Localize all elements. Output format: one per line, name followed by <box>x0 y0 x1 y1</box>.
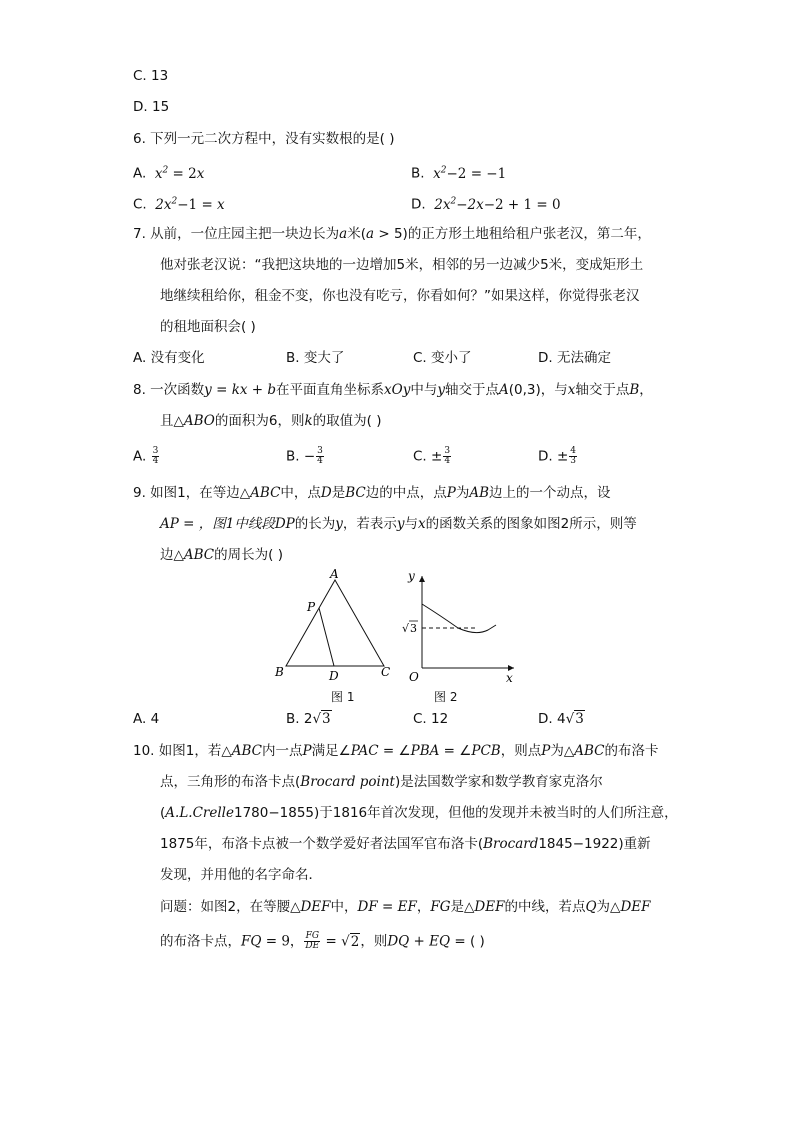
q6-a-eq: = 2 <box>172 165 197 182</box>
q10-l7d: ，则 <box>360 933 388 950</box>
q10-line-2 <box>160 773 603 791</box>
q8-l2a: 且△ <box>160 413 184 429</box>
q9-l2d: 与 <box>404 516 419 532</box>
q6-option-c[interactable] <box>133 192 225 214</box>
q8-b-label: B. − <box>286 448 316 465</box>
q8-b-den: 4 <box>317 456 323 466</box>
q6-a-math: $x^2 = 2x$ <box>150 165 205 182</box>
q7-option-d[interactable]: D. 无法确定 <box>538 350 611 366</box>
q8-l2b: 的面积为6，则 <box>214 413 305 429</box>
fig2-label-sqrt3: 3 <box>410 622 417 635</box>
q10-l1d: = ∠ <box>378 743 411 759</box>
q6-c-math: $2x^2-1 = x$ <box>151 196 225 213</box>
fig1-label-c: C <box>381 665 391 679</box>
q9-l3b: 的周长为( ) <box>214 547 283 563</box>
q9-line-1: 9. 如图1，在等边△ABC中，点D是BC边的中点，点P为AB边上的一个动点，设 <box>133 485 611 501</box>
q10-l3c: 1780−1855)于1816年首次发现，但他的发现并未被当时的人们所注意， <box>233 805 678 821</box>
y-axis-arrow <box>419 576 425 582</box>
q10-sqrt: √2 <box>341 933 360 950</box>
q8-c-num: 3 <box>444 446 451 456</box>
figure-2-graph <box>396 568 526 683</box>
q9-line-2: AP = ，图1中线段DP的长为y，若表示y与x的函数关系的图象如图2所示，则等 <box>160 516 637 532</box>
q8-c-den: 4 <box>444 456 451 466</box>
q10-l6d: ， <box>416 899 431 915</box>
q6-stem: 6. 下列一元二次方程中，没有实数根的是( ) <box>133 131 395 147</box>
q10-l7e: + <box>409 933 430 950</box>
q9-l1f: 边上的一个动点，设 <box>489 485 611 501</box>
q10-l7b: = 9， <box>261 933 304 950</box>
prev-option-c[interactable]: C. 13 <box>133 68 169 84</box>
q8-l1c: 中与 <box>410 382 438 398</box>
q8-c-label: C. ± <box>413 448 443 465</box>
q8-a-den: 4 <box>152 456 159 466</box>
q7-line-3: 地继续租给你，租金不变，你也没有吃亏，你看如何？”如果这样，你觉得张老汉 <box>160 288 640 304</box>
q9-b-rad: 3 <box>322 711 331 727</box>
q10-l1c: 满足∠ <box>311 743 351 759</box>
q10-l1g: 为△ <box>550 743 575 759</box>
q10-line-1: 10. 如图1，若△ABC内一点P满足∠PAC = ∠PBA = ∠PCB，则点P为△ABC的布洛卡 <box>133 743 659 759</box>
q7-option-b[interactable]: B. 变大了 <box>286 350 345 366</box>
q10-l6a: 问题：如图2，在等腰△ <box>160 899 301 915</box>
q7-line-1: 7. 从前，一位庄园主把一块边长为a米(a > 5)的正方形土地租给租户张老汉，第二年， <box>133 226 651 242</box>
q9-d-label: D. 4 <box>538 711 566 727</box>
q10-l7f: = ( ) <box>450 933 485 950</box>
fig2-caption: 图 2 <box>434 690 458 704</box>
q10-line-6: 问题：如图2，在等腰△DEF中，DF = EF，FG是△DEF的中线，若点Q为△DEF <box>160 899 651 915</box>
q8-d-fraction <box>569 447 577 466</box>
q10-l4b: Brocard <box>483 836 539 852</box>
q8-c-fraction <box>443 447 451 466</box>
q8-a-fraction <box>152 447 160 466</box>
q7-l1c: > 5)的正方形土地租给租户张老汉，第二年， <box>374 226 651 242</box>
q8-line-1: 8. 一次函数y = kx + b在平面直角坐标系xOy中与y轴交于点A(0,3)，与x轴交于点B， <box>133 382 653 398</box>
q9-l1e: 为 <box>455 485 470 501</box>
q6-option-a[interactable] <box>133 161 204 183</box>
prev-option-d[interactable]: D. 15 <box>133 99 170 115</box>
q8-l1a: 8. 一次函数 <box>133 382 205 398</box>
q10-l2c: )是法国数学家和数学教育家克洛尔 <box>395 774 603 790</box>
q9-l1a: 9. 如图1，在等边△ <box>133 485 251 501</box>
q8-a-label: A. <box>133 448 147 465</box>
q9-l2a: = ，图1中线段 <box>178 516 275 532</box>
q10-l1f: ，则点 <box>500 743 542 759</box>
q10-l4a: 1875年，布洛卡点被一个数学爱好者法国军官布洛卡( <box>160 836 484 852</box>
q10-l6g: 为△ <box>596 899 621 915</box>
q10-l6b: 中， <box>330 899 358 915</box>
q8-option-a[interactable] <box>133 447 160 466</box>
q10-frac-num: FG <box>305 931 320 941</box>
q9-option-a[interactable]: A. 4 <box>133 711 160 727</box>
q7-option-c[interactable]: C. 变小了 <box>413 350 472 366</box>
triangle-abc <box>286 580 384 666</box>
q8-l1f: 轴交于点 <box>575 382 630 398</box>
q9-b-label: B. 2 <box>286 711 313 727</box>
q8-l1e: (0,3)，与 <box>508 382 568 398</box>
q8-b-num: 3 <box>317 446 323 456</box>
q10-l7a: 的布洛卡点， <box>160 933 241 950</box>
q10-line-4 <box>160 835 651 853</box>
q10-l1a: 10. 如图1，若△ <box>133 743 232 759</box>
q9-option-c[interactable]: C. 12 <box>413 711 449 727</box>
q10-line-5: 发现，并用他的名字命名． <box>160 867 322 883</box>
q6-option-d-label: D. <box>411 196 426 213</box>
q6-b-eq: −2 = −1 <box>446 165 507 182</box>
q7-line-4: 的租地面积会( ) <box>160 319 256 335</box>
q10-l3b: A.L.Crelle <box>165 805 234 821</box>
q7-l1a: 7. 从前，一位庄园主把一块边长为 <box>133 226 340 242</box>
q10-l1e: = ∠ <box>439 743 472 759</box>
q10-l1b: 内一点 <box>261 743 303 759</box>
q9-l2c: ，若表示 <box>342 516 397 532</box>
q10-l2b: Brocard point <box>300 774 395 790</box>
segment-dp <box>319 608 334 666</box>
fig1-label-d: D <box>329 669 339 681</box>
q8-option-b[interactable] <box>286 447 325 466</box>
q9-b-sqrt: √3 <box>312 711 331 727</box>
fig1-label-a: A <box>330 567 339 581</box>
q10-fraction <box>304 932 320 951</box>
q8-option-d[interactable] <box>538 447 578 466</box>
q9-l1b: 中，点 <box>280 485 321 501</box>
q10-l6f: 的中线，若点 <box>504 899 586 915</box>
q9-l3a: 边△ <box>160 547 184 563</box>
fig2-label-o: O <box>409 670 419 683</box>
q6-option-b-label: B. <box>411 165 425 182</box>
q8-a-num: 3 <box>152 446 159 456</box>
q8-d-label: D. ± <box>538 448 569 465</box>
q6-option-b[interactable] <box>411 161 506 183</box>
q9-l1d: 边的中点，点 <box>365 485 447 501</box>
q8-option-c[interactable] <box>413 447 452 466</box>
q10-rad: 2 <box>350 933 360 950</box>
q10-line-3 <box>160 804 678 822</box>
q6-d-eq: −2 + 1 = 0 <box>483 196 561 213</box>
q6-b-math: $x^2-2 = -1$ <box>428 165 507 182</box>
q8-d-num: 4 <box>570 446 577 456</box>
q9-l2b: 的长为 <box>294 516 336 532</box>
q7-line-2: 他对张老汉说：“我把这块地的一边增加5米，相邻的另一边减少5米，变成矩形土 <box>160 257 644 273</box>
q10-l7c: = <box>321 933 342 950</box>
q9-line-3: 边△ABC的周长为( ) <box>160 547 283 563</box>
fig2-label-y: y <box>408 569 415 583</box>
fig2-label-x: x <box>506 671 513 683</box>
q6-d-math: $2x^2-2x-2 + 1 = 0$ <box>429 196 561 213</box>
q8-l2c: 的取值为( ) <box>312 413 382 429</box>
q8-d-den: 3 <box>570 456 577 466</box>
fig1-caption: 图 1 <box>331 690 355 704</box>
q9-d-sqrt: √3 <box>565 711 584 727</box>
q6-option-a-label: A. <box>133 165 147 182</box>
q10-line-7: 的布洛卡点，FQ = 9， $\frac{FG}{DE}$ = √2，则DQ + EQ = ( ) <box>160 931 485 951</box>
q6-c-eq: −1 = <box>177 196 218 213</box>
q8-l1d: 轴交于点 <box>444 382 499 398</box>
fig2-sqrt-sign: √ <box>402 622 410 635</box>
q8-l1b: 在平面直角坐标系 <box>276 382 385 398</box>
q9-option-b[interactable] <box>286 710 332 728</box>
q7-option-a[interactable]: A. 没有变化 <box>133 350 205 366</box>
q10-l3a: ( <box>160 805 166 821</box>
q7-l1b: 米( <box>347 226 367 242</box>
q8-b-fraction <box>316 447 324 466</box>
q8-line-2: 且△ABO的面积为6，则k的取值为( ) <box>160 413 382 429</box>
q9-l1c: 是 <box>331 485 346 501</box>
figure-1-triangle <box>268 566 398 681</box>
q10-l6e: 是△ <box>450 899 475 915</box>
q6-option-d[interactable] <box>411 192 561 214</box>
q9-l2e: 的函数关系的图象如图2所示，则等 <box>425 516 637 532</box>
q10-l4c: 1845−1922)重新 <box>538 836 651 852</box>
q10-l1h: 的布洛卡 <box>604 743 659 759</box>
fig1-label-p: P <box>307 600 316 614</box>
q9-option-d[interactable] <box>538 710 585 728</box>
fig1-label-b: B <box>275 665 284 679</box>
q10-frac-den: DE <box>305 941 320 951</box>
q9-d-rad: 3 <box>575 711 584 727</box>
q10-l6c: = <box>377 899 398 915</box>
q6-option-c-label: C. <box>133 196 147 213</box>
q10-l2a: 点，三角形的布洛卡点( <box>160 774 301 790</box>
